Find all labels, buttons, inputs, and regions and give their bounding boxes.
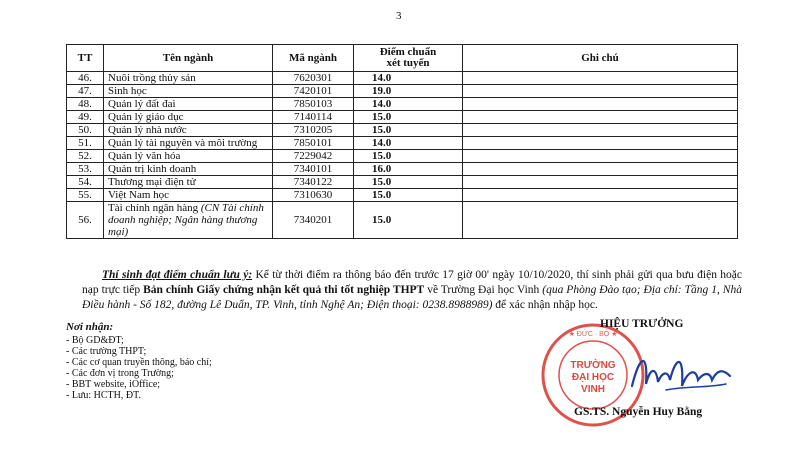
table-row-last bbox=[67, 202, 738, 239]
recipient-item: - Các trường THPT; bbox=[66, 346, 147, 357]
notice-lead: Thí sinh đạt điểm chuẩn lưu ý: bbox=[102, 269, 253, 281]
table-row bbox=[67, 189, 738, 202]
cell-tt: 54. bbox=[67, 176, 104, 189]
table-row bbox=[67, 72, 738, 85]
notice-paragraph bbox=[82, 268, 742, 313]
table-row bbox=[67, 150, 738, 163]
cell-score: 14.0 bbox=[354, 72, 463, 85]
cell-code: 7850101 bbox=[273, 137, 354, 150]
recipients-list bbox=[66, 335, 212, 401]
cell-score: 15.0 bbox=[354, 111, 463, 124]
cell-tt: 49. bbox=[67, 111, 104, 124]
recipient-item: - BBT website, iOffice; bbox=[66, 379, 161, 390]
cell-code: 7850103 bbox=[273, 98, 354, 111]
cell-tt: 47. bbox=[67, 85, 104, 98]
cell-note bbox=[463, 111, 738, 124]
cell-name: Việt Nam học bbox=[104, 189, 273, 202]
table-row bbox=[67, 85, 738, 98]
cell-score: 15.0 bbox=[354, 176, 463, 189]
cell-note bbox=[463, 163, 738, 176]
col-header-tt: TT bbox=[67, 45, 104, 72]
svg-text:VINH: VINH bbox=[581, 384, 605, 395]
table-row bbox=[67, 176, 738, 189]
col-header-score-line1: Điểm chuẩn bbox=[379, 46, 437, 58]
recipient-item: - Các đơn vị trong Trường; bbox=[66, 368, 174, 379]
cell-score: 15.0 bbox=[354, 124, 463, 137]
cell-name-paren: (CN Tài chính doanh nghiệp; Ngân hàng thương mại) bbox=[108, 202, 264, 238]
signer-name: GS.TS. Nguyễn Huy Bằng bbox=[574, 406, 703, 418]
cell-score: 15.0 bbox=[354, 202, 463, 239]
svg-text:TRƯỜNG: TRƯỜNG bbox=[570, 360, 616, 371]
cell-note bbox=[463, 85, 738, 98]
cell-code: 7229042 bbox=[273, 150, 354, 163]
cell-name: Sinh học bbox=[104, 85, 273, 98]
table-row bbox=[67, 111, 738, 124]
recipient-item: - Lưu: HCTH, ĐT. bbox=[66, 390, 141, 401]
notice-part1: Kể từ thời điểm ra thông báo đến trước 17 giờ 00' ngày 10/10/2020, thí sinh phải gửi qua bưu điện hoặc nạp trực tiếp bbox=[82, 269, 742, 296]
col-header-score bbox=[354, 45, 463, 72]
cell-tt: 56. bbox=[67, 202, 104, 239]
notice-italic: (qua Phòng Đào tạo; Địa chỉ: Tầng 1, Nhà Điều hành - Số 182, đường Lê Duẩn, TP. Vinh, tỉnh Nghệ An; Điện thoại: 0238.8988989) bbox=[82, 284, 742, 311]
cell-score: 15.0 bbox=[354, 150, 463, 163]
page-number: 3 bbox=[396, 10, 402, 22]
signature-icon bbox=[626, 346, 736, 402]
cell-code: 7310205 bbox=[273, 124, 354, 137]
cell-tt: 51. bbox=[67, 137, 104, 150]
recipients-block bbox=[66, 322, 212, 401]
notice-bold: Bản chính Giấy chứng nhận kết quả thi tốt nghiệp THPT bbox=[143, 284, 425, 296]
recipient-item: - Bộ GD&ĐT; bbox=[66, 335, 124, 346]
cell-name-main: Tài chính ngân hàng bbox=[108, 202, 199, 214]
cell-score: 14.0 bbox=[354, 98, 463, 111]
cell-name: Quản trị kinh doanh bbox=[104, 163, 273, 176]
cell-name: Thương mại điện tử bbox=[104, 176, 273, 189]
cell-note bbox=[463, 150, 738, 163]
cell-tt: 55. bbox=[67, 189, 104, 202]
cell-note bbox=[463, 137, 738, 150]
admission-score-table bbox=[66, 44, 738, 239]
cell-note bbox=[463, 98, 738, 111]
cell-score: 19.0 bbox=[354, 85, 463, 98]
cell-name: Quản lý văn hóa bbox=[104, 150, 273, 163]
cell-tt: 50. bbox=[67, 124, 104, 137]
cell-note bbox=[463, 72, 738, 85]
cell-code: 7310630 bbox=[273, 189, 354, 202]
cell-code: 7420101 bbox=[273, 85, 354, 98]
cell-name bbox=[104, 202, 273, 239]
cell-note bbox=[463, 189, 738, 202]
cell-code: 7620301 bbox=[273, 72, 354, 85]
cell-tt: 52. bbox=[67, 150, 104, 163]
notice-part2: về Trường Đại học Vinh bbox=[424, 284, 543, 296]
col-header-name: Tên ngành bbox=[104, 45, 273, 72]
cell-score: 16.0 bbox=[354, 163, 463, 176]
col-header-code: Mã ngành bbox=[273, 45, 354, 72]
cell-name: Quản lý nhà nước bbox=[104, 124, 273, 137]
cell-name: Quản lý tài nguyên và môi trường bbox=[104, 137, 273, 150]
cell-tt: 53. bbox=[67, 163, 104, 176]
cell-name: Quản lý giáo dục bbox=[104, 111, 273, 124]
table-row bbox=[67, 163, 738, 176]
recipient-item: - Các cơ quan truyền thông, báo chí; bbox=[66, 357, 212, 368]
cell-code: 7140114 bbox=[273, 111, 354, 124]
cell-tt: 46. bbox=[67, 72, 104, 85]
cell-score: 14.0 bbox=[354, 137, 463, 150]
table-row bbox=[67, 124, 738, 137]
table-row bbox=[67, 137, 738, 150]
cell-note bbox=[463, 176, 738, 189]
cell-name: Quản lý đất đai bbox=[104, 98, 273, 111]
cell-code: 7340122 bbox=[273, 176, 354, 189]
svg-text:ĐẠI HỌC: ĐẠI HỌC bbox=[571, 372, 615, 383]
cell-score: 15.0 bbox=[354, 189, 463, 202]
cell-tt: 48. bbox=[67, 98, 104, 111]
cell-note bbox=[463, 202, 738, 239]
recipients-title: Nơi nhận: bbox=[66, 321, 114, 333]
cell-name: Nuôi trồng thủy sản bbox=[104, 72, 273, 85]
notice-part3: để xác nhận nhập học. bbox=[492, 299, 598, 311]
table-row bbox=[67, 98, 738, 111]
svg-text:★ ĐỨC · BỘ ★: ★ ĐỨC · BỘ ★ bbox=[568, 331, 618, 338]
cell-code: 7340101 bbox=[273, 163, 354, 176]
cell-code: 7340201 bbox=[273, 202, 354, 239]
cell-note bbox=[463, 124, 738, 137]
signer-title: HIỆU TRƯỞNG bbox=[600, 318, 684, 330]
col-header-note: Ghi chú bbox=[463, 45, 738, 72]
col-header-score-line2: xét tuyển bbox=[386, 57, 430, 69]
